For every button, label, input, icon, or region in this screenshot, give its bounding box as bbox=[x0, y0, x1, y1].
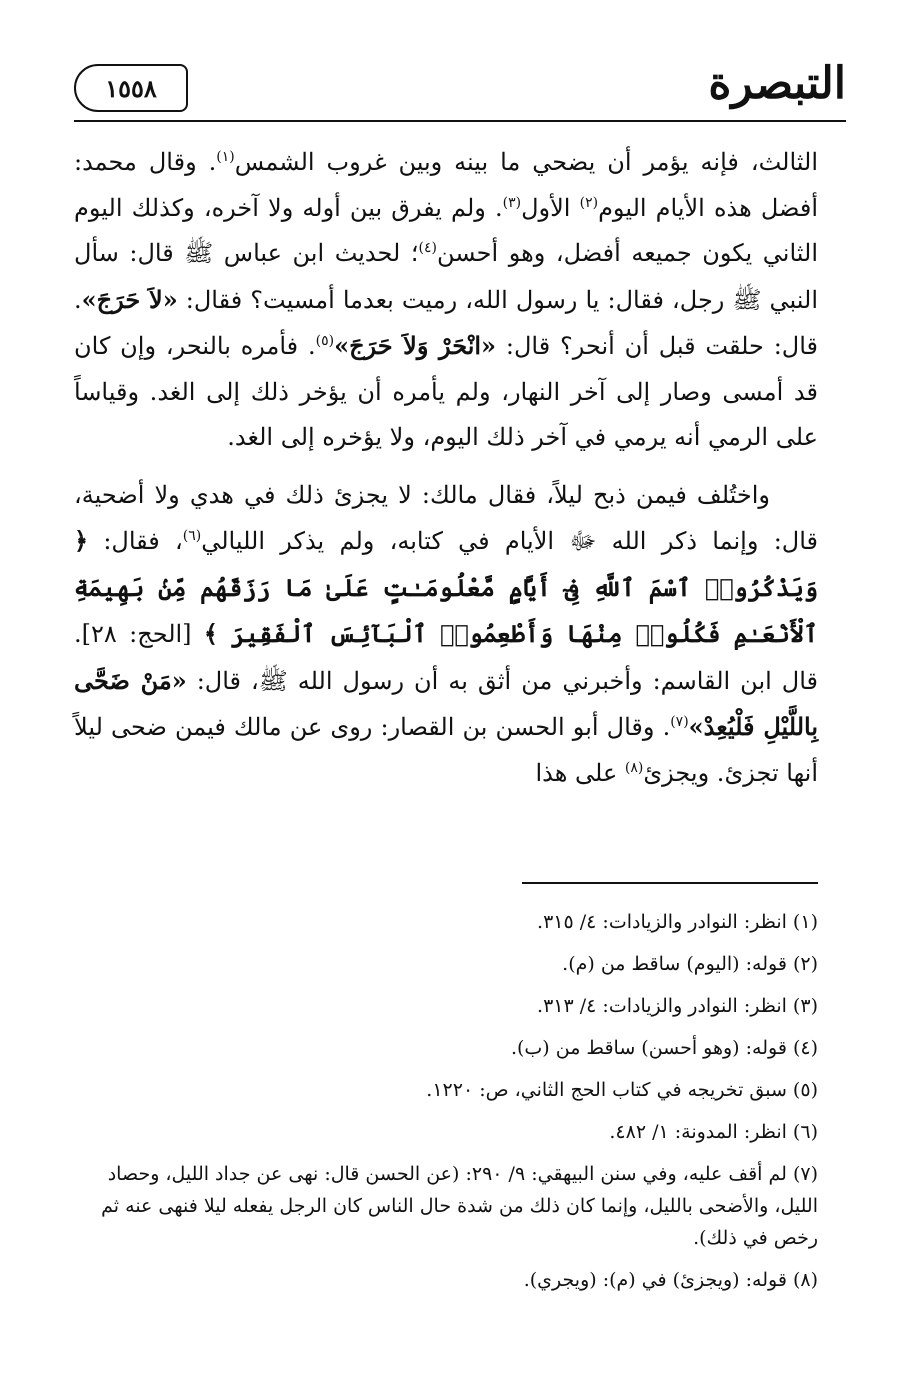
footnote-separator bbox=[522, 882, 818, 884]
footnote: (٧) لم أقف عليه، وفي سنن البيهقي: ٩/ ٢٩٠: (عن الحسن قال: نهى عن جداد الليل، وحصاد الليل، والأضحى بالليل، وإنما كان ذلك من شدة حال الناس كان الرجل يفعله ليلا فنهى عنه ثم رخص في ذلك). bbox=[101, 1163, 818, 1249]
footnote: (٨) قوله: (ويجزئ) في (م): (ويجري). bbox=[523, 1269, 818, 1291]
text-run: . وقال أبو الحسن بن القصار: روى عن مالك فيمن ضحى ليلاً أنها تجزئ. ويجزئ bbox=[74, 713, 818, 787]
footnote-ref: (٧) bbox=[670, 714, 689, 730]
hadith-quote: «مَنْ ضَحَّى بِاللَّيْلِ فَلْيُعِدْ» bbox=[74, 665, 819, 741]
hadith-quote: «انْحَرْ وَلاَ حَرَجَ» bbox=[334, 331, 497, 360]
text-run: الثالث، فإنه يؤمر أن يضحي ما بينه وبين غروب الشمس bbox=[234, 148, 818, 176]
page-header bbox=[74, 56, 846, 122]
footnote-ref: (٥) bbox=[315, 333, 335, 349]
book-title: التبصرة bbox=[708, 58, 846, 109]
quran-verse: ﴿ وَيَذْكُرُوا۟ ٱسْمَ ٱللَّهِ فِىٓ أَيَّامٍ مَّعْلُومَـٰتٍ عَلَىٰ مَا رَزَقَهُم مِّنۢ بَهِيمَةِ ٱلْأَنْعَـٰمِ فَكُلُوا۟ مِنْهَا وَأَطْعِمُوا۟ ٱلْبَآئِسَ ٱلْفَقِيرَ ﴾ bbox=[74, 526, 818, 648]
footnote: (٤) قوله: (وهو أحسن) ساقط من (ب). bbox=[510, 1037, 818, 1059]
footnote-ref: (٨) bbox=[624, 759, 644, 776]
paragraph-1 bbox=[74, 140, 818, 461]
hadith-quote: «لاَ حَرَجَ» bbox=[81, 284, 178, 314]
footnote: (٢) قوله: (اليوم) ساقط من (م). bbox=[562, 953, 818, 975]
footnote-ref: (٤) bbox=[418, 240, 437, 256]
text-run: ؛ لحديث ابن عباس ﷺ قال: سأل النبي ﷺ رجل، فقال: يا رسول الله، رميت بعدما أمسيت؟ فقال: bbox=[74, 239, 818, 314]
header-rule bbox=[74, 120, 846, 122]
text-run: على هذا bbox=[535, 758, 625, 787]
footnote: (٣) انظر: النوادر والزيادات: ٤/ ٣١٣. bbox=[537, 995, 818, 1017]
text-run: . فأمره بالنحر، وإن كان قد أمسى وصار إلى آخر النهار، ولم يأمره أن يؤخر ذلك إلى الغد. وقياساً على الرمي أنه يرمي في آخر ذلك اليوم، ولا يؤخره إلى الغد. bbox=[74, 332, 818, 451]
footnote: (٥) سبق تخريجه في كتاب الحج الثاني، ص: ١٢٢٠. bbox=[426, 1079, 818, 1101]
text-run: الأول bbox=[521, 193, 580, 222]
verse-reference: [الحج: ٢٨] bbox=[81, 620, 204, 648]
text-run: واختُلف فيمن ذبح ليلاً، فقال مالك: لا يجزئ ذلك في هدي ولا أضحية، قال: وإنما ذكر الله ﷻ الأيام في كتابه، ولم يذكر الليالي bbox=[74, 480, 818, 555]
text-run: . ولم يفرق بين أوله ولا آخره، وكذلك اليوم الثاني يكون جميعه أفضل، وهو أحسن bbox=[74, 193, 819, 267]
text-run: . قال ابن القاسم: وأخبرني من أثق به أن رسول الله ﷺ، قال: bbox=[74, 620, 818, 695]
paragraph-2 bbox=[74, 473, 818, 797]
footnote-ref: (٢) bbox=[579, 194, 599, 211]
footnote: (٦) انظر: المدونة: ١/ ٤٨٢. bbox=[609, 1121, 818, 1143]
text-run: . قال: حلقت قبل أن أنحر؟ قال: bbox=[74, 285, 819, 360]
footnote-ref: (٦) bbox=[182, 528, 202, 544]
footnote-ref: (١) bbox=[216, 149, 235, 165]
main-text bbox=[74, 140, 818, 796]
footnote-ref: (٣) bbox=[502, 194, 522, 211]
text-run: ، فقال: bbox=[88, 527, 183, 555]
text-run: . وقال محمد: أفضل هذه الأيام اليوم bbox=[74, 148, 819, 222]
footnote: (١) انظر: النوادر والزيادات: ٤/ ٣١٥. bbox=[537, 911, 818, 933]
page-number: ١٥٥٨ bbox=[74, 64, 188, 112]
footnotes bbox=[74, 906, 818, 1306]
